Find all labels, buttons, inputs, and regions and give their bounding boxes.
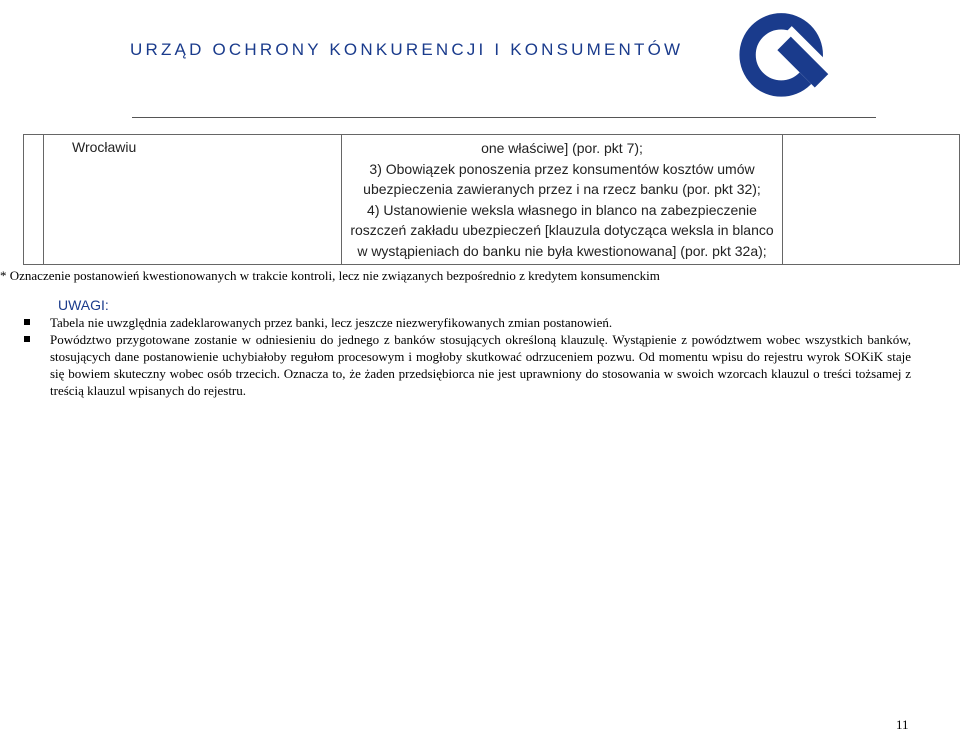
- header-title: URZĄD OCHRONY KONKURENCJI I KONSUMENTÓW: [130, 40, 684, 59]
- footnote: * Oznaczenie postanowień kwestionowanych w trakcie kontroli, lecz nie związanych bezpośrednio z kredytem konsumenckim: [0, 268, 660, 283]
- table-row: [24, 135, 960, 265]
- list-item: [50, 314, 911, 331]
- square-bullet-icon: [24, 319, 30, 325]
- table-cell-clauses: [342, 135, 783, 265]
- table-cell-city: Wrocławiu: [44, 135, 342, 265]
- clause-line: ubezpieczenia zawieranych przez i na rzecz banku (por. pkt 32);: [363, 181, 761, 198]
- remark-text: Tabela nie uwzględnia zadeklarowanych przez banki, lecz jeszcze niezweryfikowanych zmian postanowień.: [50, 315, 613, 330]
- square-bullet-icon: [24, 336, 30, 342]
- remarks-list: [50, 314, 911, 399]
- uokik-logo-icon: [738, 5, 834, 101]
- clause-line: w wystąpieniach do banku nie była kwestionowana] (por. pkt 32a);: [357, 242, 767, 259]
- page-number: 11: [896, 717, 909, 732]
- list-item: [50, 331, 911, 399]
- remark-text: Powództwo przygotowane zostanie w odniesieniu do jednego z banków stosujących określoną klauzulę. Wystąpienie z powództwem wobec wszystkich banków, stosujących dane postanowienie uchybiałoby regułom procesowym i mogłoby skutkować odrzuceniem pozwu. Od momentu wpisu do rejestru wyrok SOKiK staje się bowiem skuteczny wobec osób trzecich. Oznacza to, że żaden przedsiębiorca nie jest uprawniony do stosowania w swoich wzorcach klauzul o treści tożsamej z treścią klauzul wpisanych do rejestru.: [50, 332, 911, 398]
- clause-line: roszczeń zakładu ubezpieczeń [klauzula dotycząca weksla in blanco: [350, 222, 774, 239]
- clause-line: 3) Obowiązek ponoszenia przez konsumentów kosztów umów: [369, 160, 755, 177]
- table-cell-blank: [24, 135, 44, 265]
- clause-line: 4) Ustanowienie weksla własnego in blanco na zabezpieczenie: [367, 201, 757, 218]
- clause-line: one właściwe] (por. pkt 7);: [481, 140, 643, 156]
- remarks-title: UWAGI:: [58, 297, 109, 313]
- header-divider: [132, 117, 876, 118]
- clauses-table: [23, 134, 960, 265]
- table-cell-blank: [783, 135, 960, 265]
